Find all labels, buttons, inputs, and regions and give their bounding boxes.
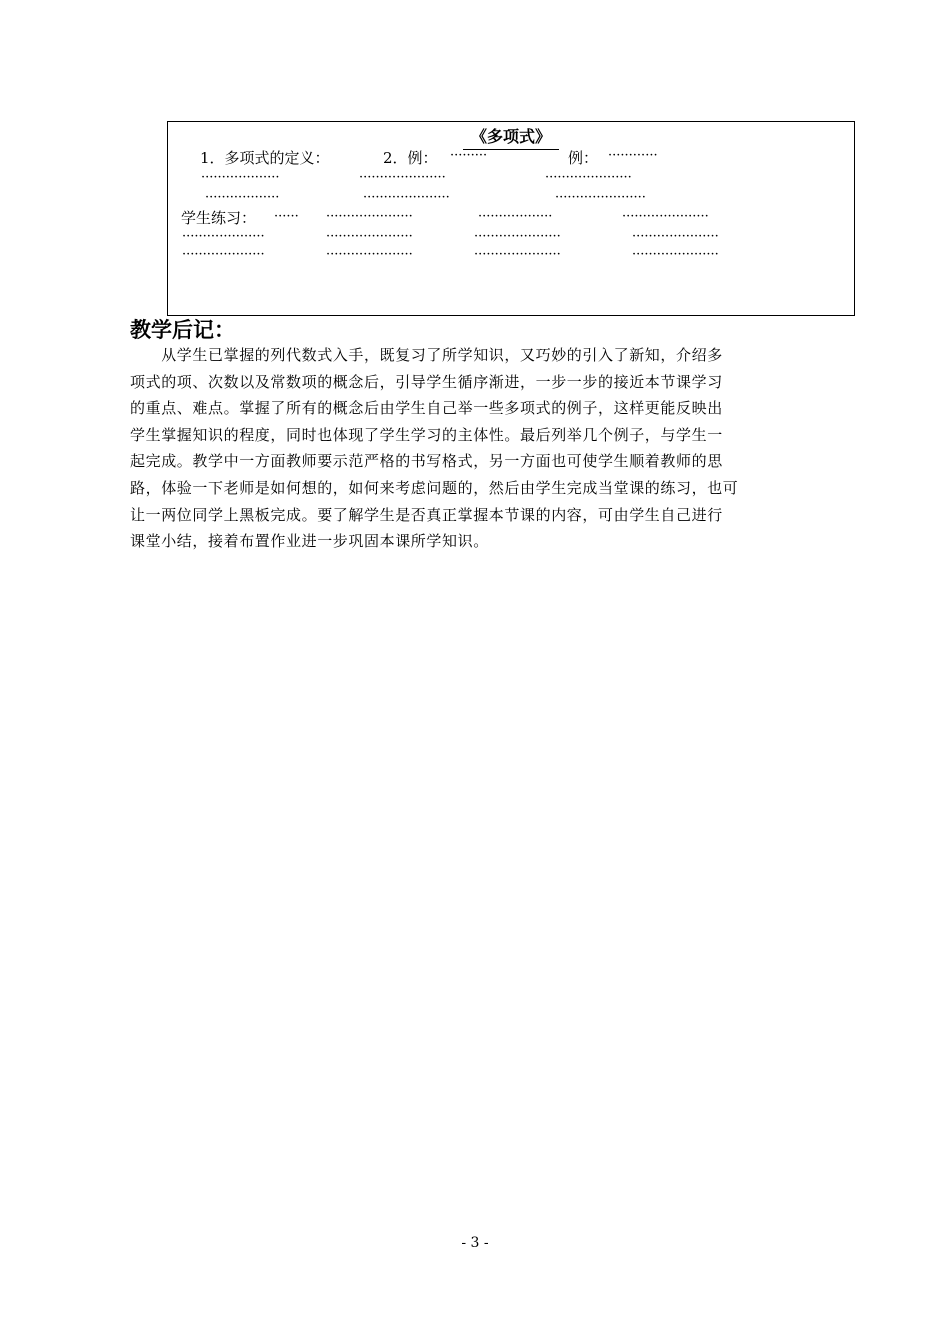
blank-dots: ····················· — [474, 229, 561, 244]
paragraph-line: 的重点、难点。掌握了所有的概念后由学生自己举一些多项式的例子，这样更能反映出 — [130, 399, 723, 418]
blank-dots: ····················· — [363, 190, 450, 205]
paragraph-line: 课堂小结，接着布置作业进一步巩固本课所学知识。 — [130, 532, 489, 551]
blank-dots: ····················· — [359, 170, 446, 185]
example-label-2: 2．例： — [383, 149, 438, 167]
blank-dots: ····················· — [326, 209, 413, 224]
blank-dots: ····················· — [326, 229, 413, 244]
blank-dots: ·················· — [205, 190, 280, 205]
blank-dots: ····················· — [545, 170, 632, 185]
box-title: 《多项式》 — [470, 127, 551, 146]
blank-dots: ············ — [608, 148, 658, 163]
paragraph-line: 学生掌握知识的程度，同时也体现了学生学习的主体性。最后列举几个例子，与学生一 — [130, 425, 723, 444]
paragraph-line: 路，体验一下老师是如何想的，如何来考虑问题的，然后由学生完成当堂课的练习，也可 — [130, 478, 739, 497]
definition-label: 1．多项式的定义： — [200, 149, 330, 167]
blank-dots: ···················· — [182, 229, 265, 244]
paragraph-line: 让一两位同学上黑板完成。要了解学生是否真正掌握本节课的内容，可由学生自己进行 — [130, 505, 723, 524]
blank-dots: ··················· — [201, 170, 280, 185]
paragraph-line: 起完成。教学中一方面教师要示范严格的书写格式，另一方面也可使学生顺着教师的思 — [130, 452, 723, 471]
blank-dots: ········· — [450, 148, 488, 163]
blank-dots: ······ — [274, 209, 299, 224]
blank-dots: ····················· — [326, 247, 413, 262]
reflection-paragraph — [130, 342, 850, 555]
blank-dots: ···················· — [182, 247, 265, 262]
blank-dots: ····················· — [474, 247, 561, 262]
paragraph-line: 项式的项、次数以及常数项的概念后，引导学生循序渐进，一步一步的接近本节课学习 — [130, 372, 723, 391]
page-number: - 3 - — [461, 1235, 489, 1251]
blank-dots: ······················ — [555, 190, 646, 205]
blank-dots: ····················· — [632, 247, 719, 262]
blank-dots: ·················· — [478, 209, 553, 224]
example-label-3: 例： — [568, 149, 599, 167]
student-practice-label: 学生练习： — [181, 209, 257, 227]
blank-dots: ····················· — [632, 229, 719, 244]
paragraph-line: 从学生已掌握的列代数式入手，既复习了所学知识，又巧妙的引入了新知，介绍多 — [130, 346, 723, 364]
blank-dots: ····················· — [622, 209, 709, 224]
reflection-heading: 教学后记： — [130, 318, 235, 342]
